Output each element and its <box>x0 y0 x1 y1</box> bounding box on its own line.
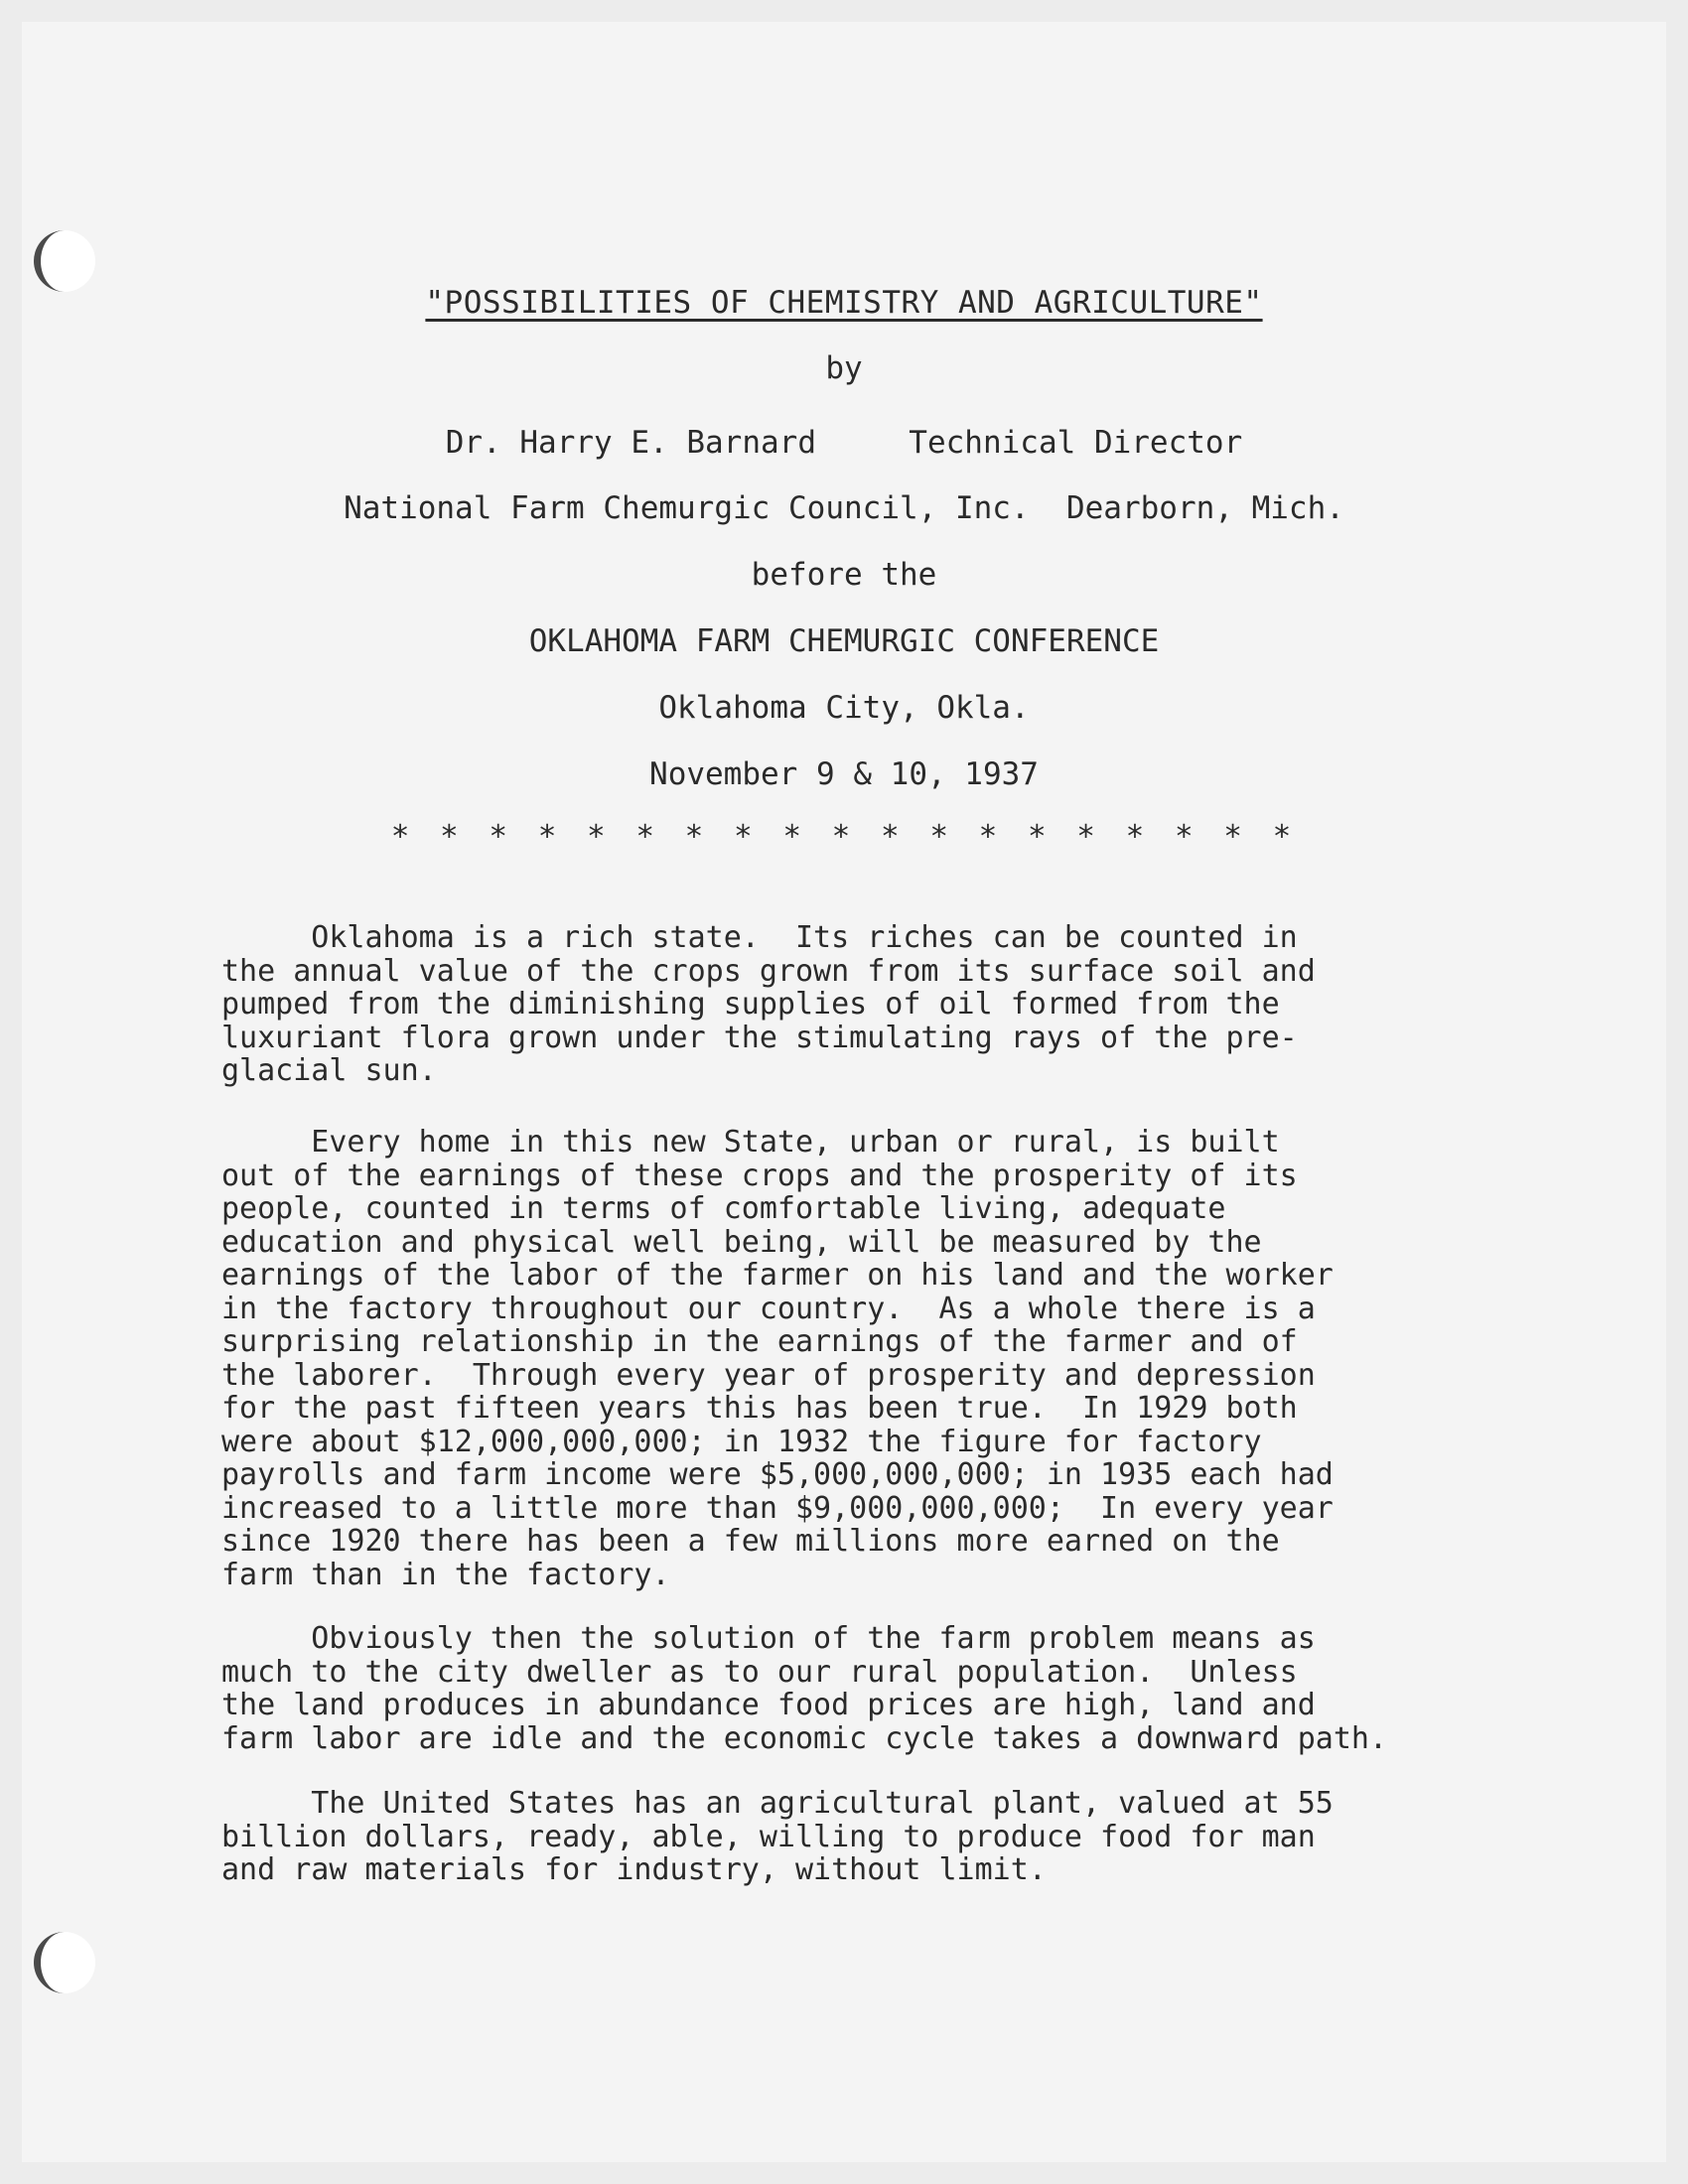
conference-name: OKLAHOMA FARM CHEMURGIC CONFERENCE <box>528 623 1160 659</box>
byline-by: by <box>825 350 863 386</box>
paragraph: The United States has an agricultural plant, valued at 55 billion dollars, ready, able, willing to produce food for man and raw materials for industry, without limit. <box>221 1786 1334 1887</box>
before-line: before the <box>751 557 937 593</box>
paragraph: Every home in this new State, urban or rural, is built out of the earnings of these crops and the prosperity of its people, counted in terms of comfortable living, adequate education and physical well being, will be measured by the earnings of the labor of the farmer on his land and the worker in the factory throughout our country. As a whole there is a surprising relationship in the earnings of the farmer and of the laborer. Through every year of prosperity and depression for the past fifteen years this has been true. In 1929 both were about $12,000,000,000; in 1932 the figure for factory payrolls and farm income were $5,000,000,000; in 1935 each had increased to a little more than $9,000,000,000; In every year since 1920 there has been a few millions more earned on the farm than in the factory. <box>221 1125 1334 1592</box>
paragraph: Oklahoma is a rich state. Its riches can be counted in the annual value of the crops grown from its surface soil and pumped from the diminishing supplies of oil formed from the luxuriant flora grown under the stimulating rays of the pre- glacial sun. <box>221 920 1316 1088</box>
document-title-text: "POSSIBILITIES OF CHEMISTRY AND AGRICULTURE" <box>425 285 1263 321</box>
conference-date: November 9 & 10, 1937 <box>649 756 1039 792</box>
separator-stars: * * * * * * * * * * * * * * * * * * * <box>390 819 1298 855</box>
council-line: National Farm Chemurgic Council, Inc. Dearborn, Mich. <box>344 490 1344 526</box>
punch-hole-icon <box>34 1932 95 1993</box>
author-line: Dr. Harry E. Barnard Technical Director <box>445 425 1243 461</box>
punch-hole-icon <box>34 230 95 292</box>
paragraph: Obviously then the solution of the farm problem means as much to the city dweller as to our rural population. Unless the land produces in abundance food prices are high, land and farm labor are idle and the economic cycle takes a downward path. <box>221 1621 1387 1756</box>
document-title <box>0 285 1688 321</box>
conference-city: Oklahoma City, Okla. <box>658 690 1030 726</box>
